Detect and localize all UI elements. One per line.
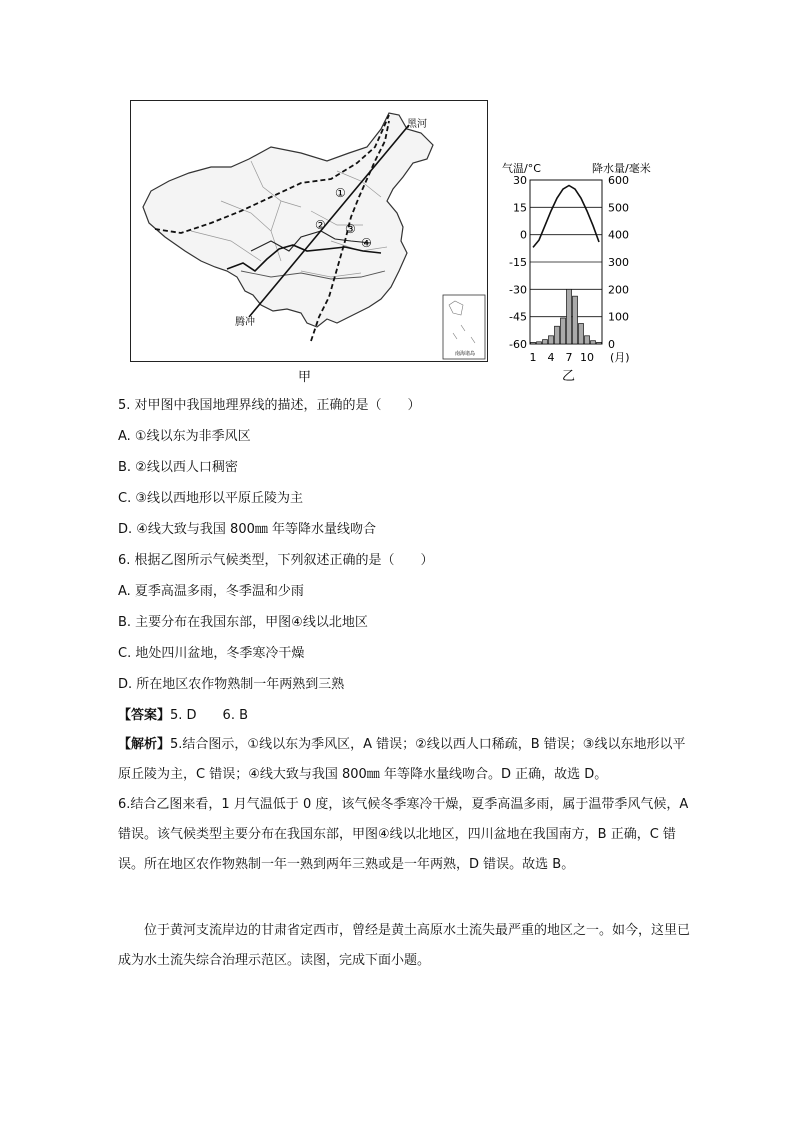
q6-stem: 6. 根据乙图所示气候类型，下列叙述正确的是（ ） bbox=[118, 553, 434, 568]
q5-option-a: A. ①线以东为非季风区 bbox=[118, 429, 251, 444]
china-map bbox=[130, 100, 488, 362]
precip-tick-label: 600 bbox=[608, 174, 629, 187]
answer-label: 【答案】 bbox=[118, 708, 171, 723]
temp-tick-label: -30 bbox=[509, 283, 527, 297]
month-tick-label: 1 bbox=[529, 351, 537, 364]
temp-tick-label: -60 bbox=[509, 338, 527, 351]
month-tick-label: 10 bbox=[580, 351, 594, 364]
temp-tick-label: -15 bbox=[509, 256, 527, 269]
line-marker-1: ① bbox=[335, 186, 346, 200]
precip-tick-label: 300 bbox=[608, 256, 629, 269]
analysis-label: 【解析】 bbox=[118, 737, 171, 752]
line-marker-4: ④ bbox=[361, 236, 372, 250]
label-heihe: 黑河 bbox=[407, 119, 427, 130]
precip-bar bbox=[567, 289, 572, 344]
temp-tick-label: 0 bbox=[520, 228, 527, 242]
precip-tick-label: 500 bbox=[608, 201, 629, 215]
precip-tick-label: 100 bbox=[608, 310, 629, 324]
precip-tick-label: 200 bbox=[608, 283, 629, 297]
temp-tick-label: 15 bbox=[513, 201, 527, 215]
temp-axis-title: 气温/°C bbox=[502, 162, 541, 175]
analysis-p2 bbox=[118, 790, 693, 880]
line-marker-2: ② bbox=[315, 218, 326, 232]
china-outline bbox=[143, 113, 433, 327]
q5-stem: 5. 对甲图中我国地理界线的描述，正确的是（ ） bbox=[118, 398, 421, 413]
precip-bar bbox=[543, 340, 548, 344]
label-tengchong: 腾冲 bbox=[235, 317, 255, 328]
q6-option-b: B. 主要分布在我国东部，甲图④线以北地区 bbox=[118, 615, 368, 630]
answer-text: 5. D 6. B bbox=[170, 708, 249, 723]
answer-line bbox=[118, 707, 248, 725]
precip-axis-title: 降水量/毫米 bbox=[592, 162, 651, 175]
temperature-curve bbox=[533, 186, 599, 248]
analysis-text-1: 5.结合图示，①线以东为季风区，A 错误；②线以西人口稀疏，B 错误；③线以东地形以平原丘陵为主，C 错误；④线大致与我国 800㎜ 年等降水量线吻合。D 正确，故选 D。 bbox=[118, 737, 686, 782]
temp-tick-label: 30 bbox=[513, 174, 527, 187]
precip-bar bbox=[531, 342, 536, 344]
precip-bar bbox=[591, 341, 596, 344]
map-caption: 甲 bbox=[298, 370, 312, 385]
month-unit: (月) bbox=[610, 351, 630, 364]
month-tick-label: 7 bbox=[565, 351, 573, 364]
precip-bar bbox=[579, 324, 584, 345]
analysis-text-2: 6.结合乙图来看，1 月气温低于 0 度，该气候冬季寒冷干燥，夏季高温多雨，属于温带季风气候，A 错误。该气候类型主要分布在我国东部，甲图④线以北地区，四川盆地在我国南方，B 正确，C 错误。所在地区农作物熟制一年一熟到两年三熟或是一年两熟，D 错误。故选 B。 bbox=[118, 797, 689, 872]
q5-option-c: C. ③线以西地形以平原丘陵为主 bbox=[118, 491, 303, 506]
intro-paragraph: 位于黄河支流岸边的甘肃省定西市，曾经是黄土高原水土流失最严重的地区之一。如今，这里已成为水土流失综合治理示范区。读图，完成下面小题。 bbox=[118, 923, 691, 968]
analysis-p1 bbox=[118, 730, 693, 790]
month-tick-label: 4 bbox=[547, 351, 555, 364]
precip-bar bbox=[561, 318, 566, 344]
precip-bar bbox=[549, 336, 554, 344]
q5-option-d: D. ④线大致与我国 800㎜ 年等降水量线吻合 bbox=[118, 522, 377, 537]
precip-bar bbox=[585, 336, 590, 344]
temp-tick-label: -45 bbox=[509, 310, 527, 324]
precip-bar bbox=[573, 296, 578, 344]
line-marker-3: ③ bbox=[345, 222, 356, 236]
q6-option-a: A. 夏季高温多雨，冬季温和少雨 bbox=[118, 584, 304, 599]
climate-caption: 乙 bbox=[562, 369, 576, 384]
precip-bar bbox=[597, 342, 602, 344]
q6-option-c: C. 地处四川盆地，冬季寒冷干燥 bbox=[118, 646, 305, 661]
precip-bar bbox=[537, 342, 542, 344]
q5-option-b: B. ②线以西人口稠密 bbox=[118, 460, 238, 475]
inset-label: 南海诸岛 bbox=[455, 351, 476, 357]
precip-tick-label: 0 bbox=[608, 338, 615, 351]
precip-tick-label: 400 bbox=[608, 228, 629, 242]
q6-option-d: D. 所在地区农作物熟制一年两熟到三熟 bbox=[118, 677, 345, 692]
climate-chart bbox=[500, 158, 680, 388]
precip-bar bbox=[555, 326, 560, 344]
analysis-block bbox=[118, 730, 693, 880]
